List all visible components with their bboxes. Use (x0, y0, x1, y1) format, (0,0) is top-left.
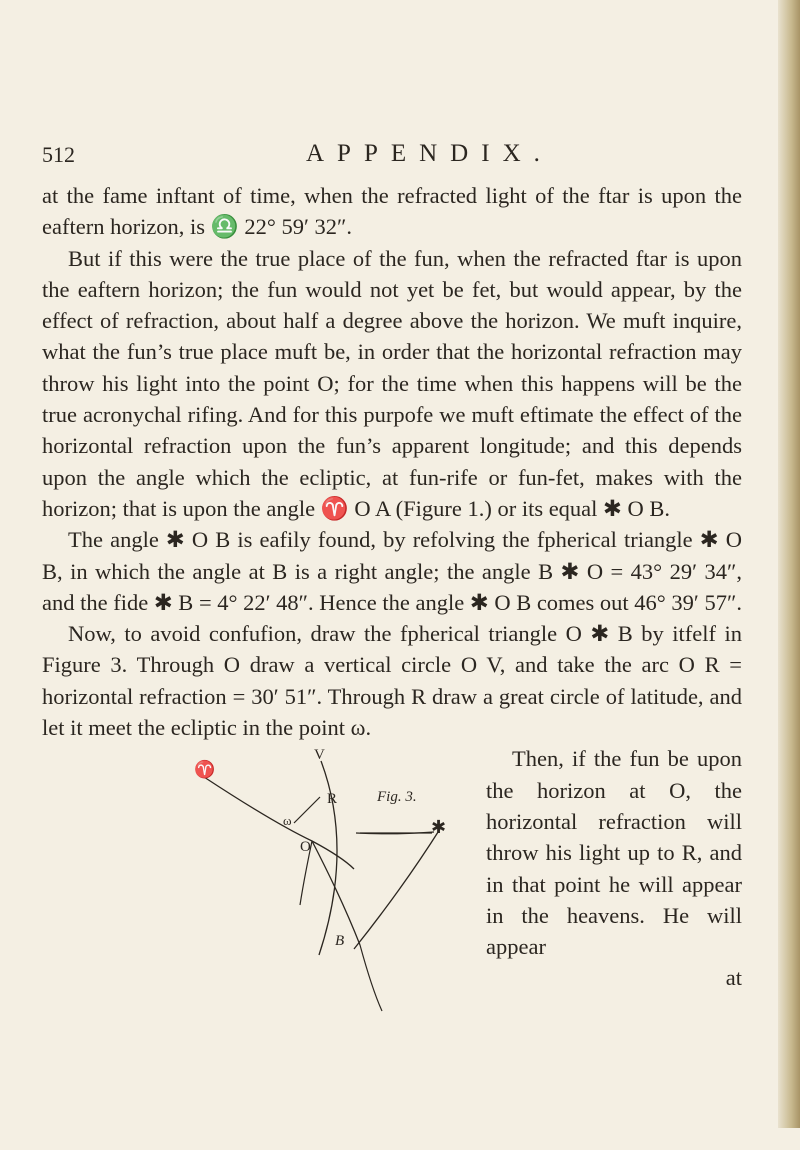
page-number: 512 (42, 142, 75, 167)
label-r: R (327, 791, 338, 808)
catchword: at (725, 965, 742, 991)
paragraph-2: But if this were the true place of the fun, when the refracted ftar is upon the eaftern horizon; the fun would not yet be fet, but would appear, by the effect of refraction, about half a degree above the horizon. We muft inquire, what the fun’s true place muft be, in order that the horizontal refraction may throw his light into the point O; for the time when this happens will be the true acronychal rifing. And for this purpofe we muft eftimate the effect of the horizontal refraction upon the fun’s apparent longitude; and this depends upon the angle which the ecliptic, at fun-rife or fun-fet, makes with the horizon; that is upon the angle ♈ O A (Figure 1.) or its equal ✱ O B. (42, 245, 742, 521)
paragraph-4: Now, to avoid confufion, draw the fpherical triangle O ✱ B by itfelf in Figure 3. Through O draw a vertical circle O V, and take the arc O R = horizontal refraction = 30′ 51″. Through R draw a great circle of latitude, and let it meet the ecliptic in the point ω. (42, 621, 742, 741)
lower-arc (360, 945, 382, 1011)
side-o-b (312, 841, 360, 945)
paragraph-3: The angle ✱ O B is eafily found, by refolving the fpherical triangle ✱ O B, in which the angle at B is a right angle; the angle B ✱ O = 43° 29′ 34″, and the fide ✱ B = 4° 22′ 48″. Hence the angle ✱ O B comes out 46° 39′ 57″. (42, 527, 742, 615)
paragraph-1: at the fame inftant of time, when the refracted light of the ftar is upon the eaftern horizon, is ♎ 22° 59′ 32″. (42, 183, 742, 240)
figure-caption: Fig. 3. (377, 789, 417, 806)
label-star: ✱ (431, 817, 447, 838)
latitude-circle (294, 797, 320, 823)
body-text (42, 180, 742, 1141)
label-v: V (314, 749, 325, 764)
label-o: O (300, 839, 311, 856)
label-omega: ω (283, 813, 292, 829)
figure-3-wrapper (42, 749, 486, 1141)
label-aries: ♈ (194, 760, 216, 780)
running-head: APPENDIX. (306, 140, 553, 167)
figure-3-diagram (42, 749, 486, 1141)
label-b: B (335, 933, 345, 950)
page-edge (778, 0, 800, 1128)
figure-3 (42, 749, 486, 1141)
paragraph-5: Then, if the fun be upon the horizon at O, the horizontal refraction will throw his light up to R, and in that point he will appear in the heavens. He will appear (486, 746, 742, 960)
page-header (42, 140, 742, 172)
side-star-b (354, 829, 440, 949)
